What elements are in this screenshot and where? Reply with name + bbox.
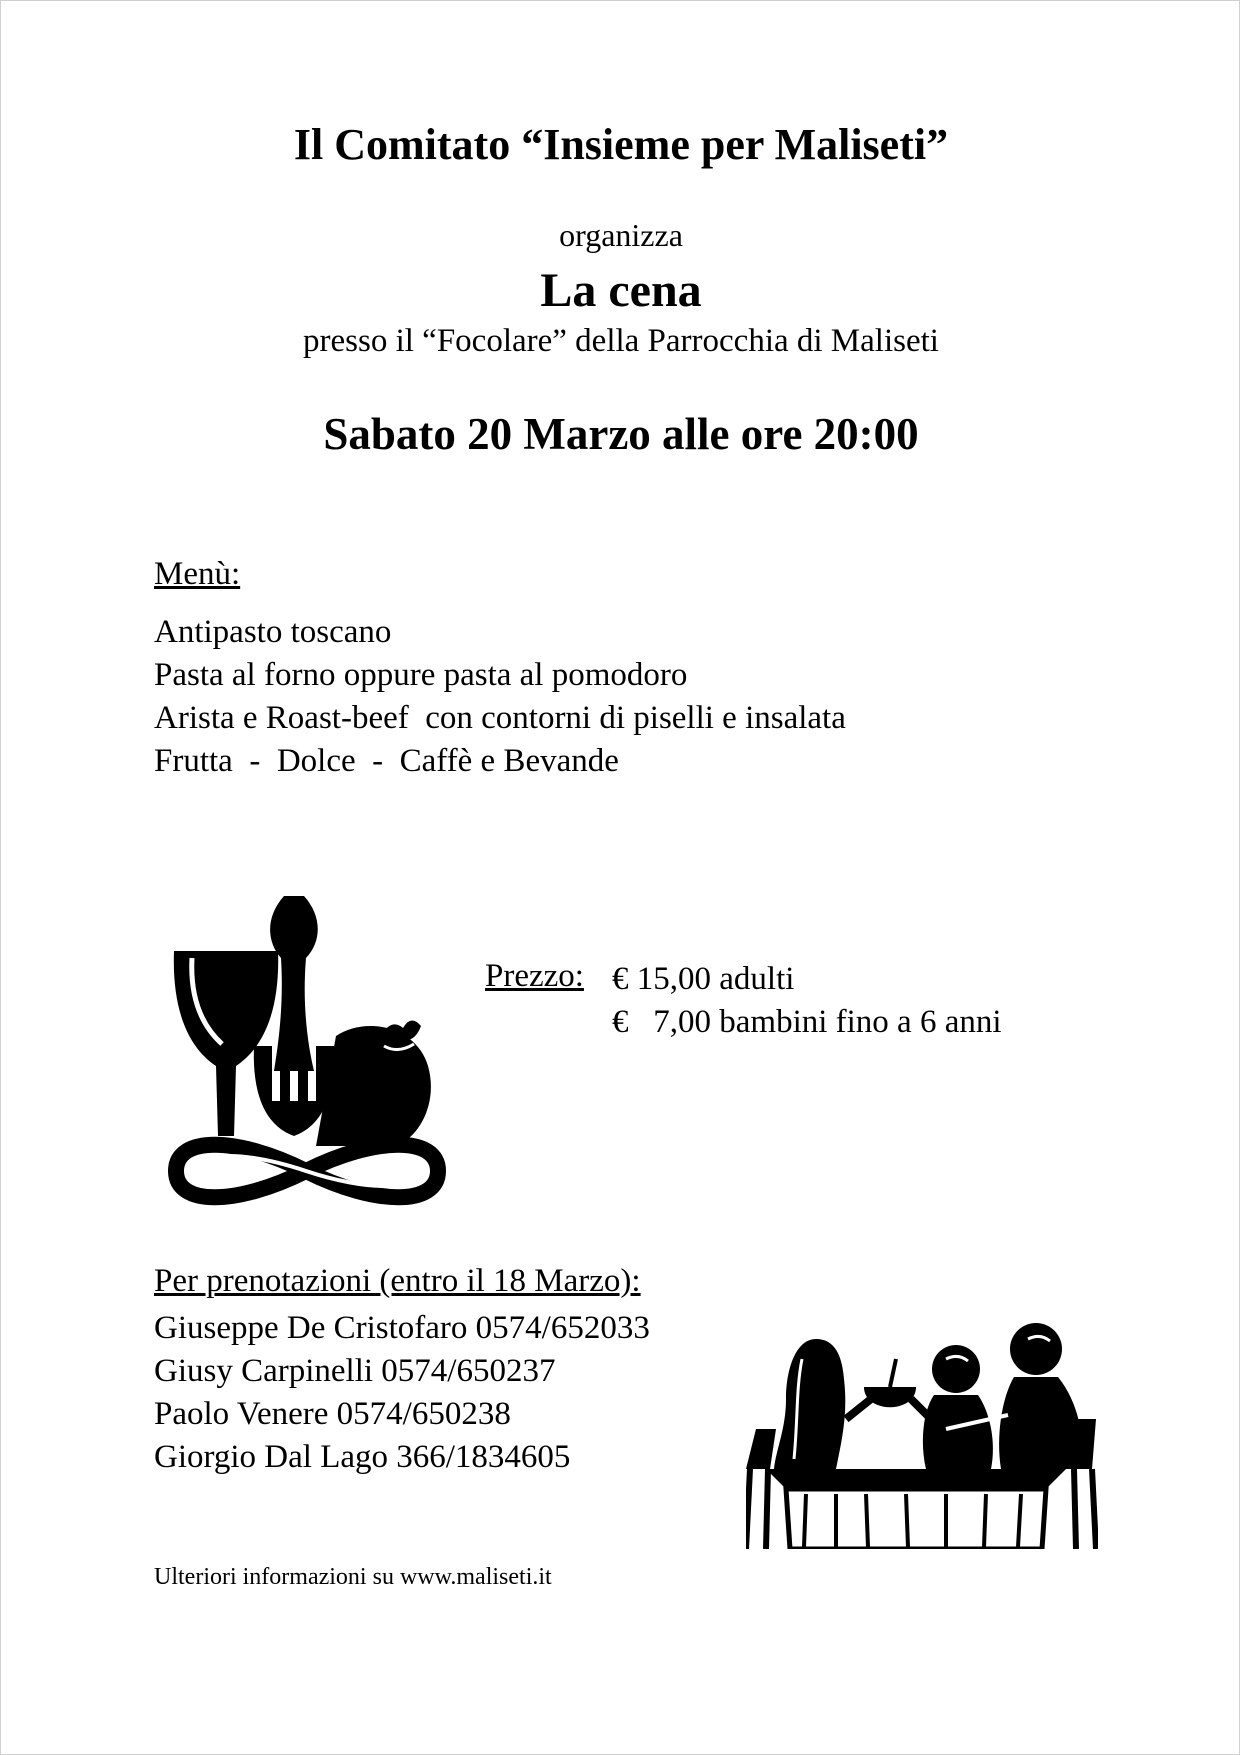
contact-item: Giusy Carpinelli 0574/650237 xyxy=(154,1353,556,1389)
price-label: Prezzo: xyxy=(485,958,584,994)
contact-list xyxy=(154,1307,650,1479)
organizer-title: Il Comitato “Insieme per Maliseti” xyxy=(293,120,949,169)
contact-item: Paolo Venere 0574/650238 xyxy=(154,1396,511,1432)
price-line: € 15,00 adulti xyxy=(612,961,795,997)
footer-info: Ulteriori informazioni su www.maliseti.it xyxy=(154,1564,552,1590)
menu-heading: Menù: xyxy=(154,556,241,592)
menu-item: Frutta - Dolce - Caffè e Bevande xyxy=(154,743,619,779)
menu-list xyxy=(154,611,846,783)
people-dining-at-table-icon xyxy=(746,1319,1098,1549)
price-list xyxy=(612,958,1002,1044)
wine-glass-fork-plate-icon xyxy=(166,896,448,1214)
reservations-heading: Per prenotazioni (entro il 18 Marzo): xyxy=(154,1263,641,1299)
organizza-label: organizza xyxy=(559,217,683,253)
event-venue: presso il “Focolare” della Parrocchia di Maliseti xyxy=(303,323,939,359)
menu-item: Pasta al forno oppure pasta al pomodoro xyxy=(154,657,688,693)
menu-item: Arista e Roast-beef con contorni di piselli e insalata xyxy=(154,700,846,736)
contact-item: Giorgio Dal Lago 366/1834605 xyxy=(154,1439,571,1475)
contact-item: Giuseppe De Cristofaro 0574/652033 xyxy=(154,1310,650,1346)
menu-item: Antipasto toscano xyxy=(154,614,392,650)
price-line: € 7,00 bambini fino a 6 anni xyxy=(612,1004,1002,1040)
event-date-time: Sabato 20 Marzo alle ore 20:00 xyxy=(323,409,919,459)
event-name: La cena xyxy=(540,264,702,317)
